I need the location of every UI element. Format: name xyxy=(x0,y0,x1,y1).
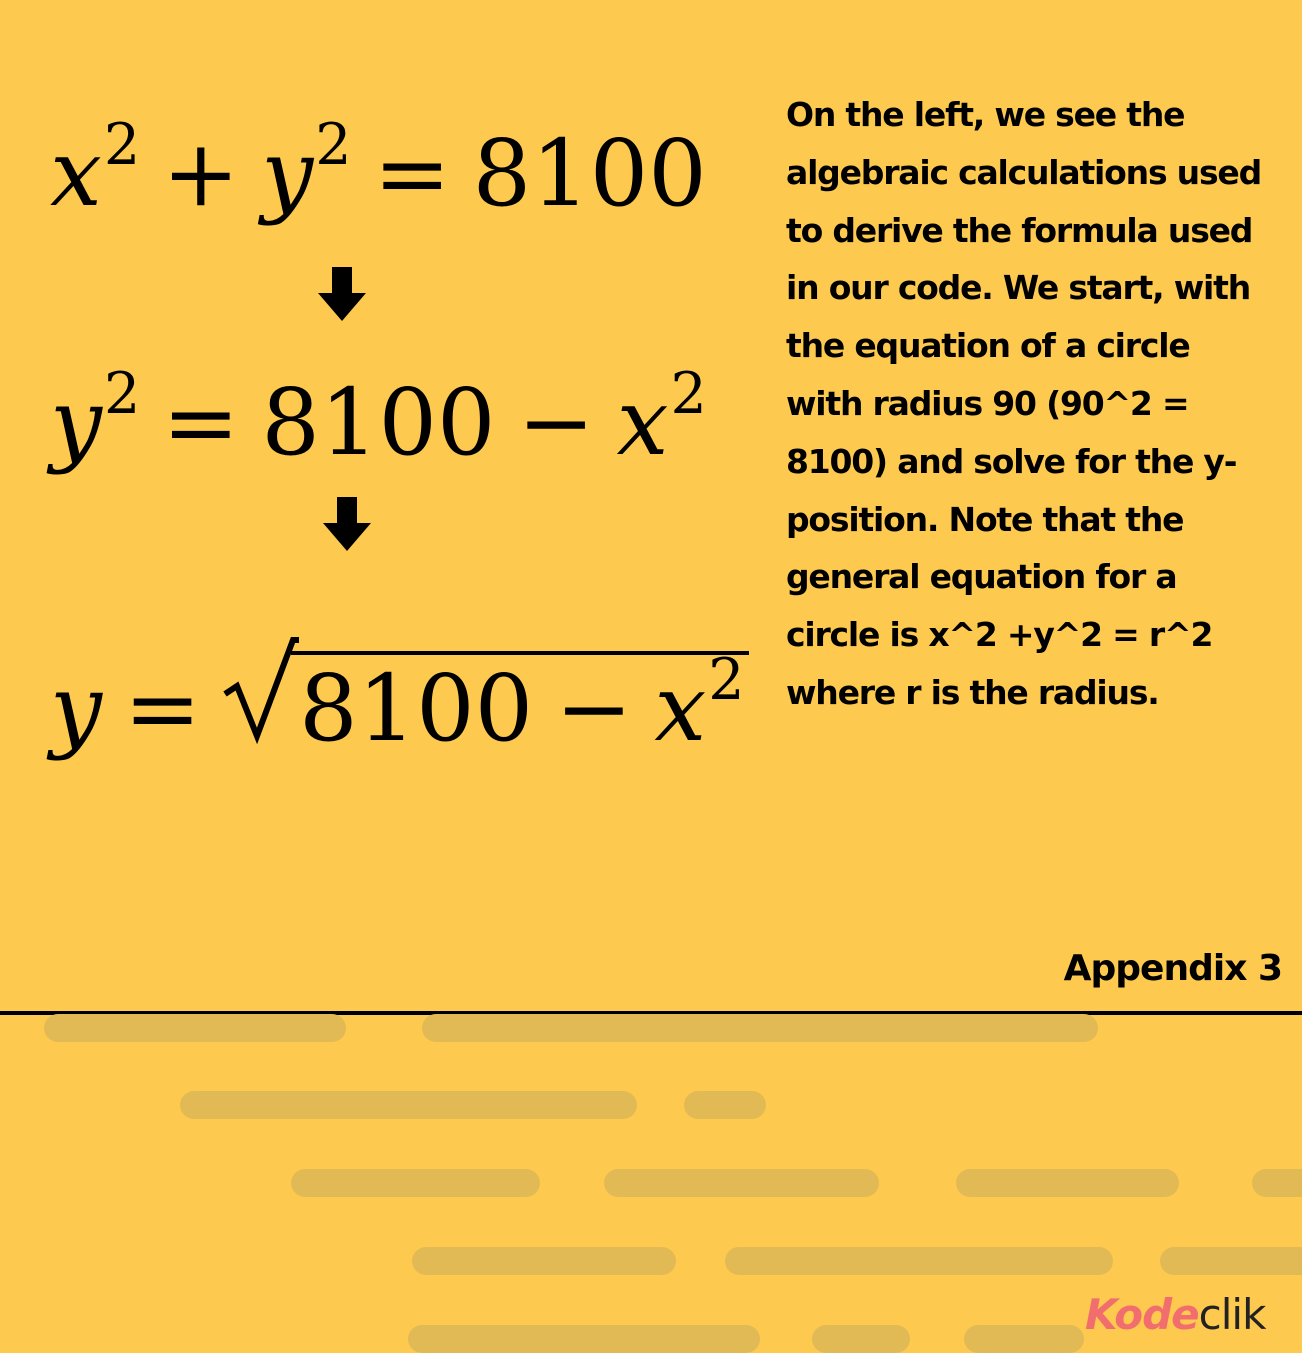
decor-bar xyxy=(291,1169,540,1197)
down-arrow-icon xyxy=(323,497,371,551)
eq1-exp-x: 2 xyxy=(103,111,141,178)
decor-bar xyxy=(812,1325,910,1353)
eq2-minus: − xyxy=(517,369,595,476)
radical-sign-icon xyxy=(223,636,299,746)
decor-bar xyxy=(684,1091,766,1119)
eq3-minus: − xyxy=(555,655,633,762)
eq3-exp-x: 2 xyxy=(708,646,745,713)
decor-bar xyxy=(604,1169,879,1197)
eq3-num: 8100 xyxy=(299,655,534,762)
decor-bar xyxy=(1160,1247,1302,1275)
decor-bar xyxy=(408,1325,760,1353)
eq3-y: y xyxy=(50,655,102,762)
eq1-y: y xyxy=(261,120,314,227)
radicand xyxy=(291,646,748,762)
eq2-exp-x: 2 xyxy=(670,360,707,427)
description-text: On the left, we see the algebraic calculations used to derive the formula used in our code. We start, with the equation of a circle with radius 90 (90^2 = 8100) and solve for the y-position. Note that the general equation for a circle is x^2 +y^2 = r^2 where r is the radius. xyxy=(786,95,1262,712)
eq2-y: y xyxy=(50,369,102,476)
appendix-label: Appendix 3 xyxy=(1063,948,1282,989)
eq2-equals: = xyxy=(162,369,240,476)
eq2-num: 8100 xyxy=(261,369,496,476)
eq1-equals: = xyxy=(373,120,451,227)
logo-clik: clik xyxy=(1198,1290,1266,1339)
decor-bar xyxy=(422,1014,1098,1042)
eq2-x: x xyxy=(616,369,669,476)
eq3-equals: = xyxy=(123,655,202,762)
eq2-exp-y: 2 xyxy=(103,360,141,427)
decor-bar xyxy=(725,1247,1113,1275)
eq1-exp-y: 2 xyxy=(315,111,352,178)
eq1-x: x xyxy=(50,120,102,227)
eq3-x: x xyxy=(654,655,707,762)
decor-bar xyxy=(44,1014,346,1042)
eq1-plus: + xyxy=(162,120,240,227)
decor-bar xyxy=(964,1325,1084,1353)
kodeclik-logo xyxy=(1085,1290,1265,1339)
down-arrow-icon xyxy=(318,267,366,321)
equation-solve-y-squared xyxy=(50,360,707,476)
equation-solve-y xyxy=(50,636,749,762)
eq1-rhs: 8100 xyxy=(472,120,707,227)
decor-bar xyxy=(1252,1169,1302,1197)
decor-bar xyxy=(180,1091,637,1119)
square-root xyxy=(223,636,748,762)
decor-bar xyxy=(956,1169,1179,1197)
logo-kode: Kode xyxy=(1085,1290,1199,1339)
equation-circle xyxy=(50,111,707,227)
decor-bar xyxy=(412,1247,676,1275)
